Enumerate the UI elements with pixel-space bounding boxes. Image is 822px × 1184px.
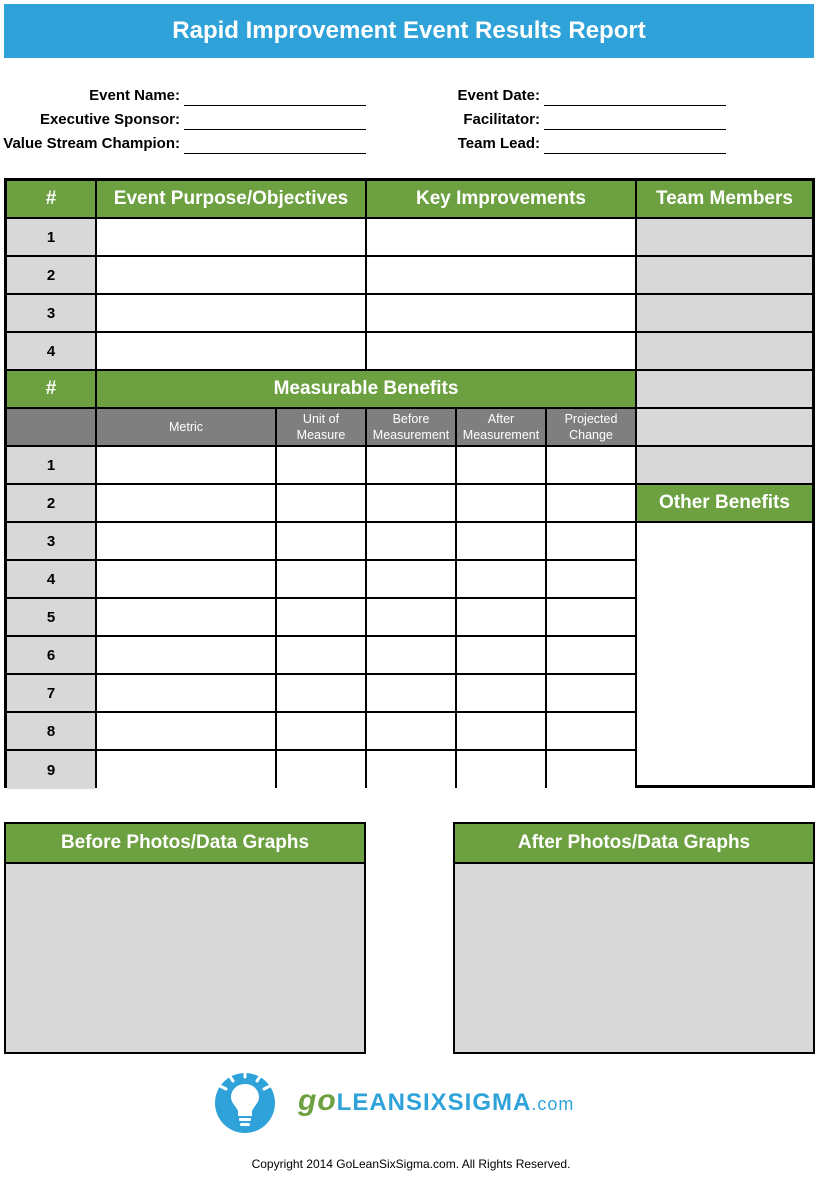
purpose-header: Event Purpose/Objectives xyxy=(97,181,365,217)
after-cell[interactable] xyxy=(457,523,545,559)
team-members-header: Team Members xyxy=(637,181,812,217)
after-cell[interactable] xyxy=(457,675,545,711)
row-number: 8 xyxy=(7,713,95,749)
unit-cell[interactable] xyxy=(277,675,365,711)
unit-cell[interactable] xyxy=(277,523,365,559)
projected-cell[interactable] xyxy=(547,561,635,597)
metric-cell[interactable] xyxy=(97,713,275,749)
before-cell[interactable] xyxy=(367,637,455,673)
improvement-cell[interactable] xyxy=(367,257,635,293)
before-cell[interactable] xyxy=(367,713,455,749)
projected-cell[interactable] xyxy=(547,637,635,673)
event-name-field[interactable] xyxy=(184,86,366,106)
other-benefits-header: Other Benefits xyxy=(637,485,812,521)
row-number: 6 xyxy=(7,637,95,673)
page-title: Rapid Improvement Event Results Report xyxy=(4,4,814,58)
row-number: 1 xyxy=(7,447,95,483)
improvement-cell[interactable] xyxy=(367,219,635,255)
facilitator-label: Facilitator: xyxy=(463,111,540,128)
metric-cell[interactable] xyxy=(97,447,275,483)
row-number: 3 xyxy=(7,295,95,331)
lightbulb-logo-icon xyxy=(210,1066,280,1136)
before-cell[interactable] xyxy=(367,675,455,711)
row-number: 2 xyxy=(7,257,95,293)
event-date-label: Event Date: xyxy=(457,87,540,104)
projected-cell[interactable] xyxy=(547,713,635,749)
team-member-cell[interactable] xyxy=(637,333,812,369)
projected-cell[interactable] xyxy=(547,751,635,789)
results-grid xyxy=(4,178,815,788)
before-cell[interactable] xyxy=(367,447,455,483)
row-number: 9 xyxy=(7,751,95,789)
improvements-header: Key Improvements xyxy=(367,181,635,217)
row-number: 1 xyxy=(7,219,95,255)
after-header: After Measurement xyxy=(457,409,545,445)
event-date-field[interactable] xyxy=(544,86,726,106)
before-header: Before Measurement xyxy=(367,409,455,445)
after-photos-area[interactable] xyxy=(455,864,813,1052)
team-member-cell[interactable] xyxy=(637,371,812,407)
unit-cell[interactable] xyxy=(277,561,365,597)
purpose-cell[interactable] xyxy=(97,257,365,293)
improvement-cell[interactable] xyxy=(367,333,635,369)
value-stream-champion-label: Value Stream Champion: xyxy=(3,135,180,152)
metric-cell[interactable] xyxy=(97,751,275,789)
facilitator-field[interactable] xyxy=(544,110,726,130)
event-name-label: Event Name: xyxy=(89,87,180,104)
metric-cell[interactable] xyxy=(97,485,275,521)
unit-cell[interactable] xyxy=(277,713,365,749)
metric-cell[interactable] xyxy=(97,523,275,559)
after-cell[interactable] xyxy=(457,447,545,483)
team-member-cell[interactable] xyxy=(637,257,812,293)
before-cell[interactable] xyxy=(367,599,455,635)
before-cell[interactable] xyxy=(367,485,455,521)
after-cell[interactable] xyxy=(457,561,545,597)
after-cell[interactable] xyxy=(457,599,545,635)
purpose-cell[interactable] xyxy=(97,295,365,331)
row-number: 4 xyxy=(7,333,95,369)
purpose-cell[interactable] xyxy=(97,219,365,255)
after-cell[interactable] xyxy=(457,751,545,789)
before-photos-area[interactable] xyxy=(6,864,364,1052)
projected-cell[interactable] xyxy=(547,675,635,711)
projected-cell[interactable] xyxy=(547,523,635,559)
row-number: 7 xyxy=(7,675,95,711)
before-photos-box xyxy=(4,822,366,1054)
after-photos-header: After Photos/Data Graphs xyxy=(455,824,813,862)
team-lead-label: Team Lead: xyxy=(457,135,540,152)
unit-header: Unit of Measure xyxy=(277,409,365,445)
after-photos-box xyxy=(453,822,815,1054)
before-cell[interactable] xyxy=(367,523,455,559)
purpose-cell[interactable] xyxy=(97,333,365,369)
unit-cell[interactable] xyxy=(277,447,365,483)
projected-cell[interactable] xyxy=(547,599,635,635)
unit-cell[interactable] xyxy=(277,637,365,673)
unit-cell[interactable] xyxy=(277,751,365,789)
projected-header: Projected Change xyxy=(547,409,635,445)
metric-cell[interactable] xyxy=(97,637,275,673)
hash-header: # xyxy=(7,371,95,407)
metric-cell[interactable] xyxy=(97,675,275,711)
improvement-cell[interactable] xyxy=(367,295,635,331)
sub-header-blank xyxy=(7,409,95,445)
other-benefits-area[interactable] xyxy=(637,523,812,785)
after-cell[interactable] xyxy=(457,485,545,521)
unit-cell[interactable] xyxy=(277,599,365,635)
row-number: 3 xyxy=(7,523,95,559)
team-lead-field[interactable] xyxy=(544,134,726,154)
value-stream-champion-field[interactable] xyxy=(184,134,366,154)
after-cell[interactable] xyxy=(457,713,545,749)
row-number: 4 xyxy=(7,561,95,597)
projected-cell[interactable] xyxy=(547,485,635,521)
hash-header: # xyxy=(7,181,95,217)
metric-cell[interactable] xyxy=(97,599,275,635)
brand-logo-text: goLEANSIXSIGMA.com xyxy=(298,1084,575,1117)
copyright-text: Copyright 2014 GoLeanSixSigma.com. All Rights Reserved. xyxy=(251,1157,571,1171)
executive-sponsor-field[interactable] xyxy=(184,110,366,130)
measurable-benefits-header: Measurable Benefits xyxy=(97,371,635,407)
team-member-cell[interactable] xyxy=(637,447,812,483)
executive-sponsor-label: Executive Sponsor: xyxy=(39,111,180,128)
team-member-cell[interactable] xyxy=(637,409,812,445)
metric-header: Metric xyxy=(97,409,275,445)
team-member-cell[interactable] xyxy=(637,219,812,255)
metric-cell[interactable] xyxy=(97,561,275,597)
after-cell[interactable] xyxy=(457,637,545,673)
before-photos-header: Before Photos/Data Graphs xyxy=(6,824,364,862)
unit-cell[interactable] xyxy=(277,485,365,521)
before-cell[interactable] xyxy=(367,561,455,597)
team-member-cell[interactable] xyxy=(637,295,812,331)
projected-cell[interactable] xyxy=(547,447,635,483)
before-cell[interactable] xyxy=(367,751,455,789)
row-number: 5 xyxy=(7,599,95,635)
row-number: 2 xyxy=(7,485,95,521)
